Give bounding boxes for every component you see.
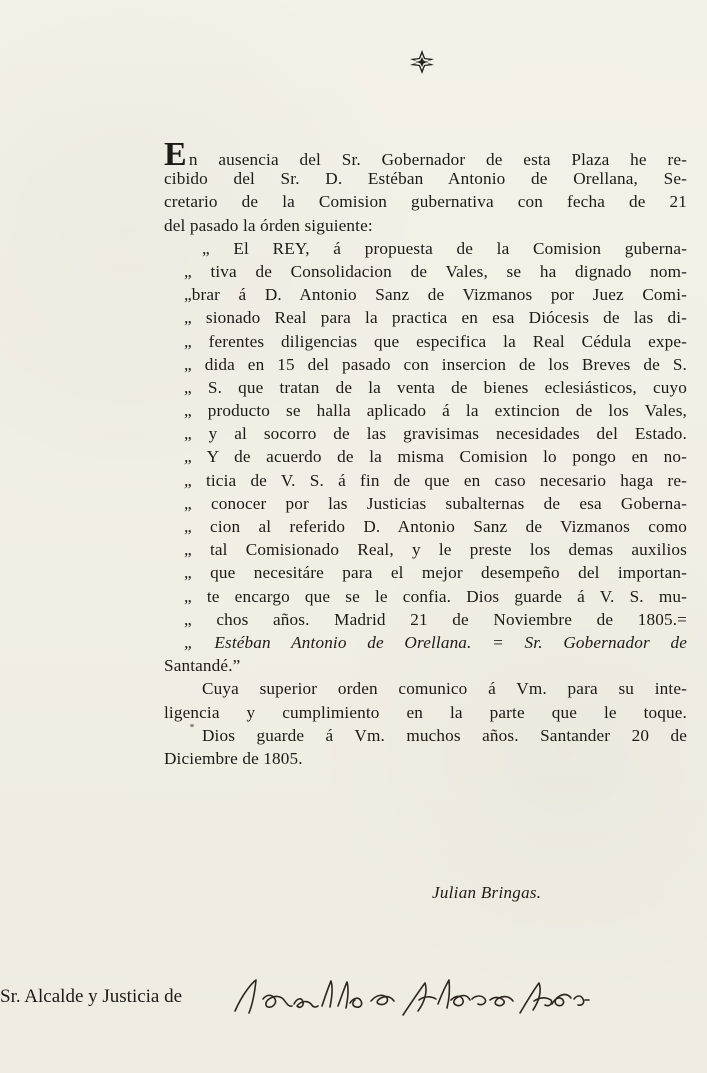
quote-line-2: „ tiva de Consolidacion de Vales, se ha dignado nom- bbox=[184, 261, 687, 281]
quote-line-9: „ y al socorro de las gravisimas necesidades del Estado. bbox=[184, 424, 687, 444]
body-line-3: cretario de la Comision gubernativa con fecha de 21 bbox=[164, 192, 687, 212]
signature: Julian Bringas. bbox=[432, 883, 542, 902]
body-line-2: cibido del Sr. D. Estéban Antonio de Orellana, Se- bbox=[164, 169, 687, 189]
quote-line-14: „ tal Comisionado Real, y le preste los demas auxilios bbox=[184, 540, 687, 560]
address-prefix: Sr. Alcalde y Justicia de bbox=[0, 986, 183, 1007]
body-line-1 bbox=[164, 136, 687, 173]
quote-line-7: „ S. que tratan de la venta de bienes eclesiásticos, cuyo bbox=[184, 377, 687, 397]
closing-line-2: ligencia y cumplimiento en la parte que le toque. bbox=[164, 702, 687, 722]
closing-line-3: Dios guarde á Vm. muchos años. Santander 20 de bbox=[202, 725, 687, 745]
quote-line-6: „ dida en 15 del pasado con insercion de los Breves de S. bbox=[184, 354, 687, 374]
closing-line-1: Cuya superior orden comunico á Vm. para su inte- bbox=[202, 679, 687, 699]
address-line bbox=[0, 985, 182, 1009]
quote-line-4: „ sionado Real para la practica en esa Diócesis de las di- bbox=[184, 308, 687, 328]
quote-line-5: „ ferentes diligencias que especifica la Real Cédula expe- bbox=[184, 331, 687, 351]
quote-line-15: „ que necesitáre para el mejor desempeño del importan- bbox=[184, 563, 687, 583]
quote-line-3: „brar á D. Antonio Sanz de Vizmanos por Juez Comi- bbox=[184, 285, 687, 305]
maltese-cross-icon bbox=[408, 48, 436, 76]
line-text: n ausencia del Sr. Gobernador de esta Plaza he re- bbox=[188, 150, 687, 169]
quote-line-8: „ producto se halla aplicado á la extincion de los Vales, bbox=[184, 401, 687, 421]
handwritten-address bbox=[231, 973, 591, 1025]
letter-body bbox=[164, 136, 687, 770]
closing-line-4: Diciembre de 1805. bbox=[164, 748, 303, 768]
quote-line-1: „ El REY, á propuesta de la Comision guberna- bbox=[202, 238, 687, 258]
dropcap: E bbox=[164, 136, 187, 173]
quote-line-17: „ chos años. Madrid 21 de Noviembre de 1805.= bbox=[184, 609, 687, 629]
ink-speck bbox=[190, 724, 194, 727]
quote-line-19: Santandé.” bbox=[164, 656, 241, 676]
quote-line-11: „ ticia de V. S. á fin de que en caso necesario haga re- bbox=[184, 470, 687, 490]
quote-line-16: „ te encargo que se le confia. Dios guarde á V. S. mu- bbox=[184, 586, 687, 606]
body-line-4: del pasado la órden siguiente: bbox=[164, 215, 373, 235]
quote-line-10: „ Y de acuerdo de la misma Comision lo pongo en no- bbox=[184, 447, 687, 467]
quote-line-18: „ Estéban Antonio de Orellana. = Sr. Gobernador de bbox=[184, 632, 687, 652]
quote-line-13: „ cion al referido D. Antonio Sanz de Vizmanos como bbox=[184, 517, 687, 536]
quote-line-12: „ conocer por las Justicias subalternas de esa Goberna- bbox=[184, 493, 687, 513]
